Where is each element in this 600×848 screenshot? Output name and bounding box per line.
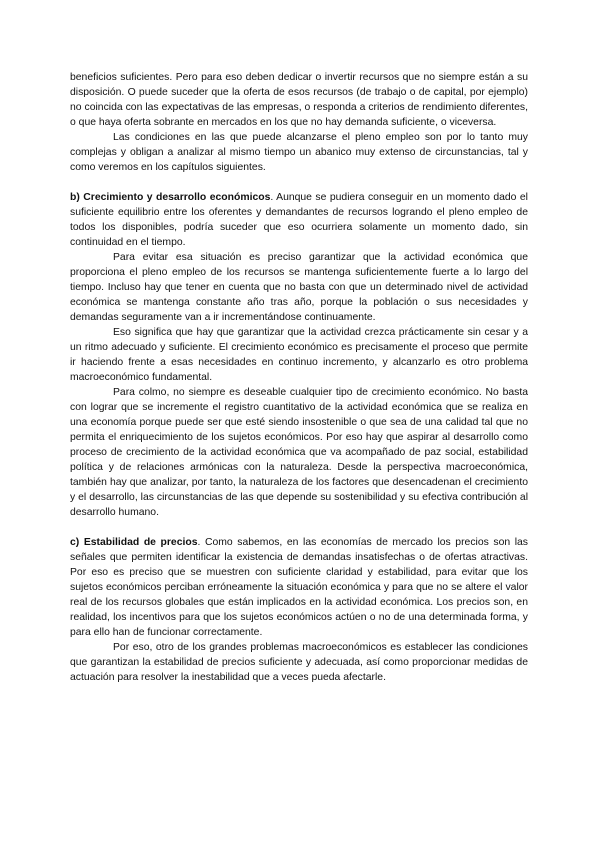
section-b-paragraph-4: Para colmo, no siempre es deseable cualquier tipo de crecimiento económico. No basta con lograr que se incremente el registro cuantitativo de la actividad económica que se realiza en una economía porque puede ser que esté siendo insostenible o que sea de una calidad tal que no permita el enriquecimiento de los sujetos económicos. Por eso hay que aspirar al desarrollo como proceso de crecimiento de la actividad económica que va acompañado de paz social, estabilidad política y de relaciones armónicas con la naturaleza. Desde la perspectiva macroeconómica, también hay que analizar, por tanto, la naturaleza de los factores que desencadenan el crecimiento y el desarrollo, las circunstancias de las que depende su sostenibilidad y su efectiva contribución al desarrollo humano. (70, 387, 528, 518)
section-b-paragraph-2: Para evitar esa situación es preciso garantizar que la actividad económica que proporciona el pleno empleo de los recursos se mantenga suficientemente fuerte a lo largo del tiempo. Incluso hay que tener en cuenta que no basta con que un determinado nivel de actividad económica se mantenga constante año tras año, porque la población o sus necesidades y demandas seguramente van a ir incrementándose continuamente. (70, 252, 528, 323)
section-b-paragraph-3: Eso significa que hay que garantizar que la actividad crezca prácticamente sin cesar y a un ritmo adecuado y suficiente. El crecimiento económico es precisamente el proceso que permite ir haciendo frente a esas necesidades en continuo incremento, y alcanzarlo es otro problema macroeconómico fundamental. (70, 327, 528, 383)
section-c-lead-text: . Como sabemos, en las economías de mercado los precios son las señales que permiten identificar la existencia de demandas insatisfechas o de ofertas atractivas. Por eso es preciso que se muestren con suficiente claridad y estabilidad, para evitar que los sujetos económicos perciban erróneamente la situación económica y para que no se altere el valor real de los recursos globales que están implicados en la actividad económica. Los precios son, en realidad, los incentivos para que los sujetos económicos actúen o no de una determinada forma, y para ello han de funcionar correctamente. (70, 537, 528, 638)
section-c-heading: c) Estabilidad de precios (70, 537, 198, 548)
intro-paragraph-2: Las condiciones en las que puede alcanzarse el pleno empleo son por lo tanto muy complejas y obligan a analizar al mismo tiempo un abanico muy extenso de circunstancias, tal y como veremos en los capítulos siguientes. (70, 132, 528, 173)
section-b-lead-paragraph (70, 190, 528, 250)
section-b-heading: b) Crecimiento y desarrollo económicos (70, 192, 271, 203)
section-c-lead-paragraph (70, 535, 528, 640)
section-c-paragraph-2: Por eso, otro de los grandes problemas macroeconómicos es establecer las condiciones que garantizan la estabilidad de precios suficiente y adecuada, así como proporcionar medidas de actuación para resolver la inestabilidad que a veces pueda afectarle. (70, 642, 528, 683)
section-b-lead-text: . Aunque se pudiera conseguir en un momento dado el suficiente equilibrio entre los oferentes y demandantes de recursos logrando el pleno empleo de todos los disponibles, podría suceder que eso ocurriera solamente un momento dado, sin continuidad en el tiempo. (70, 192, 528, 248)
document-page (70, 70, 528, 685)
intro-paragraph-1: beneficios suficientes. Pero para eso deben dedicar o invertir recursos que no siempre están a su disposición. O puede suceder que la oferta de esos recursos (de trabajo o de capital, por ejemplo) no coincida con las expectativas de las empresas, o responda a criterios de rendimiento diferentes, o que haya oferta sobrante en mercados en los que no hay demanda suficiente, o viceversa. (70, 72, 528, 128)
